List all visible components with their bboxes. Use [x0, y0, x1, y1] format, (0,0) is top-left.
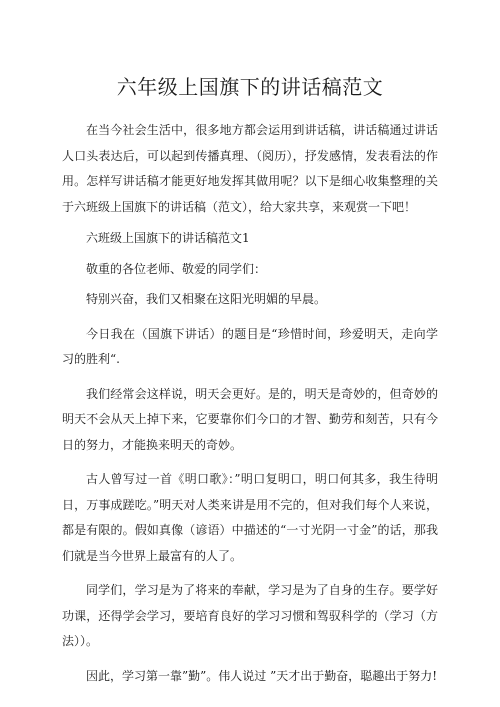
greeting-paragraph: 敬重的各位老师、敬爱的同学们： — [86, 261, 267, 276]
topic-paragraph: 今日我在（国旗下讲话）的题目是“珍惜时间，珍爱明天，走向学习的胜利“. — [62, 326, 438, 366]
body-paragraph-1: 我们经常会这样说，明天会更好。是的，明天是奇妙的，但奇妙的明天不会从天上掉下来，它要靠你们今口的才智、勤劳和刻苦，只有今日的努力，才能换来明天的奇妙。 — [62, 386, 438, 452]
document-title: 六年级上国旗下的讲话稿范文 — [116, 75, 384, 99]
body-paragraph-2: 古人曾写过一首《明口歌》：”明口复明口，明口何其多，我生待明日，万事成蹉吃。”明天对人类来讲是用不完的，但对我们每个人来说，都是有限的。假如真像（谚语）中描述的“一寸光阴一寸金”的话，那我们就是当今世界上最富有的人了。 — [62, 472, 438, 563]
intro-paragraph: 在当今社会生活中，很多地方都会运用到讲话稿，讲话稿通过讲话人口头表达后，可以起到传播真理、（阅历），抒发感情，发表看法的作用。怎样写讲话稿才能更好地发挥其做用呢？以下是细心收集整理的关于六班级上国旗下的讲话稿（范文），给大家共享，来观赏一下吧！ — [62, 123, 438, 214]
document-body — [62, 118, 438, 689]
body-paragraph-3: 同学们，学习是为了将来的奉献，学习是为了自身的生存。要学好功课，还得学会学习，要培育良好的学习习惯和驾驭科学的（学习（方法））。 — [62, 583, 438, 648]
section-subtitle: 六班级上国旗下的讲话稿范文1 — [86, 231, 250, 245]
body-paragraph-4: 因此，学习第一靠”勤”。伟人说过 ”天才出于勤奋，聪趣出于努力! — [86, 668, 438, 683]
opening-paragraph: 特别兴奋，我们又相聚在这阳光明媚的早晨。 — [86, 292, 327, 306]
